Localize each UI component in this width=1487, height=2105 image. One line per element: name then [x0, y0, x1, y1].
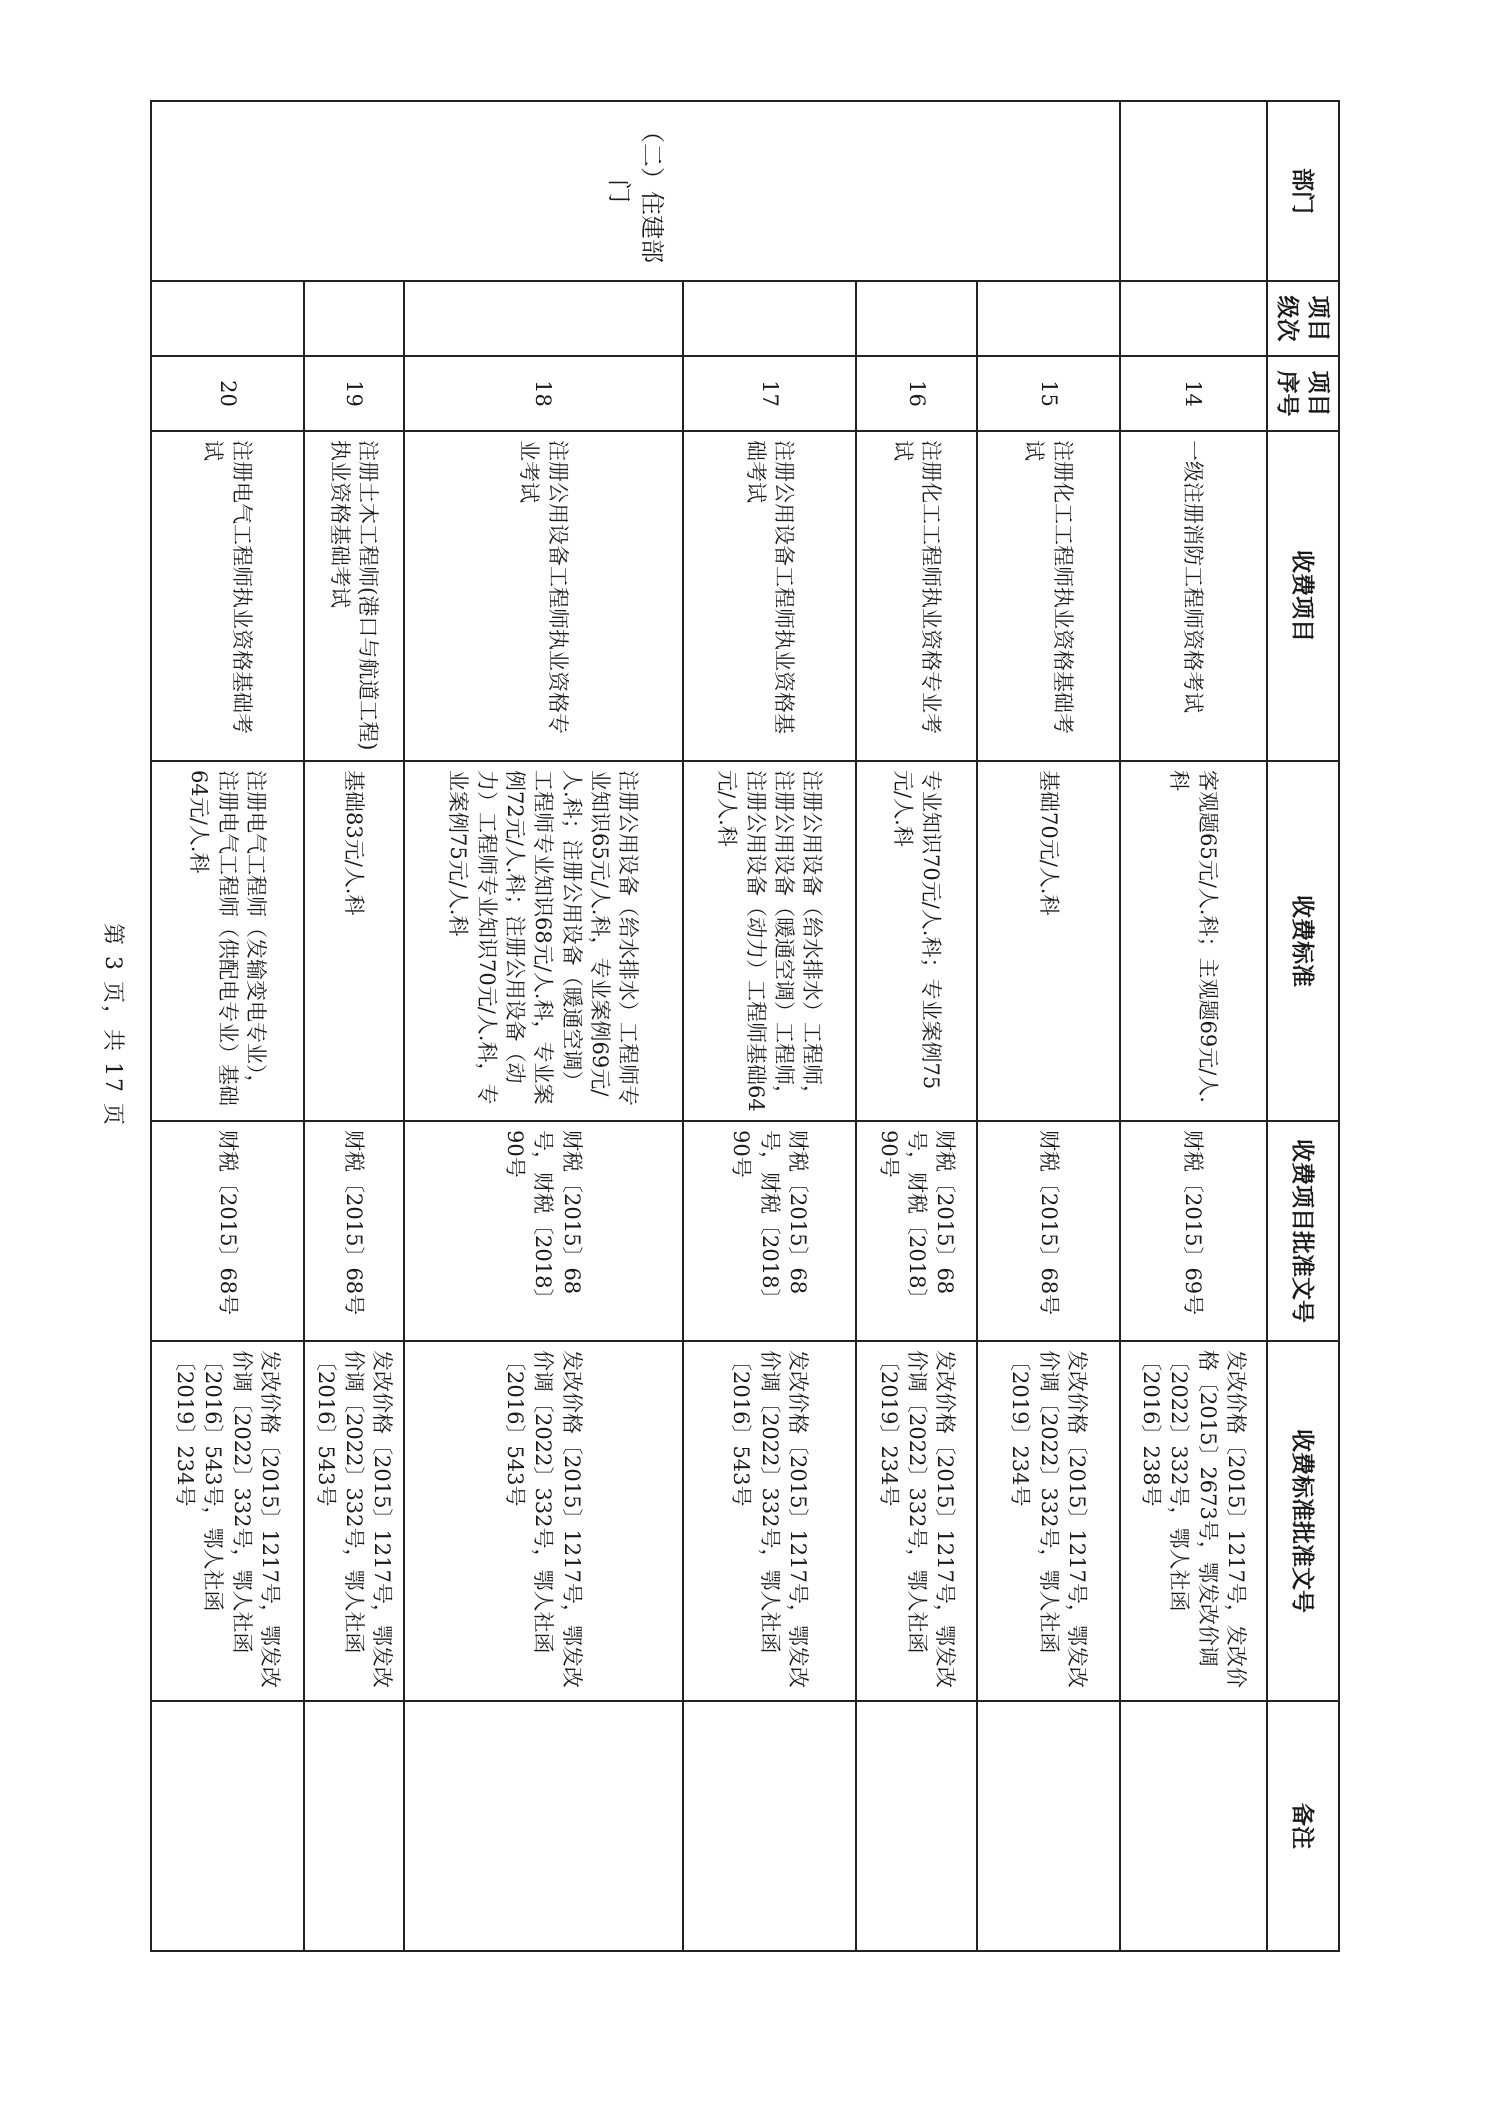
approval-cell: 财税〔2015〕68号，财税〔2018〕90号	[683, 1121, 857, 1341]
remark-cell	[304, 1701, 404, 1951]
approval-cell: 财税〔2015〕69号	[1120, 1121, 1267, 1341]
header-standard: 收费标准	[1267, 761, 1339, 1121]
header-std-approval: 收费标准批准文号	[1267, 1341, 1339, 1701]
level-cell	[977, 281, 1119, 356]
item-cell: 注册化工工程师执业资格基础考试	[977, 431, 1119, 761]
standard-cell: 专业知识70元/人.科；专业案例75元/人.科	[856, 761, 977, 1121]
std-approval-cell: 发改价格〔2015〕1217号，鄂发改价调〔2022〕332号，鄂人社函〔2019〕234号	[856, 1341, 977, 1701]
seq-cell: 19	[304, 356, 404, 431]
table-row	[151, 101, 304, 1951]
std-approval-cell: 发改价格〔2015〕1217号，鄂发改价调〔2022〕332号，鄂人社函〔2016〕543号，鄂人社函〔2019〕234号	[151, 1341, 304, 1701]
seq-cell: 14	[1120, 356, 1267, 431]
level-cell	[151, 281, 304, 356]
standard-cell: 客观题65元/人.科；主观题69元/人.科	[1120, 761, 1267, 1121]
level-cell	[683, 281, 857, 356]
header-dept: 部门	[1267, 101, 1339, 281]
header-approval: 收费项目批准文号	[1267, 1121, 1339, 1341]
remark-cell	[151, 1701, 304, 1951]
std-approval-cell: 发改价格〔2015〕1217号，鄂发改价调〔2022〕332号，鄂人社函〔2016〕543号	[304, 1341, 404, 1701]
approval-cell: 财税〔2015〕68号	[151, 1121, 304, 1341]
remark-cell	[977, 1701, 1119, 1951]
rotated-page	[100, 100, 1340, 1950]
table-row	[856, 101, 977, 1951]
page-footer: 第 3 页，共 17 页	[100, 923, 125, 1127]
level-cell	[304, 281, 404, 356]
header-seq: 项目序号	[1267, 356, 1339, 431]
fee-table	[150, 100, 1340, 1952]
table-row	[404, 101, 683, 1951]
item-cell: 一级注册消防工程师资格考试	[1120, 431, 1267, 761]
header-remark: 备注	[1267, 1701, 1339, 1951]
standard-cell: 基础83元/人.科	[304, 761, 404, 1121]
level-cell	[404, 281, 683, 356]
department-cell: （二）住建部门	[151, 101, 1120, 281]
dept-cell	[1120, 101, 1267, 281]
approval-cell: 财税〔2015〕68号，财税〔2018〕90号	[856, 1121, 977, 1341]
seq-cell: 18	[404, 356, 683, 431]
standard-cell: 基础70元/人.科	[977, 761, 1119, 1121]
std-approval-cell: 发改价格〔2015〕1217号，鄂发改价调〔2022〕332号，鄂人社函〔2019〕234号	[977, 1341, 1119, 1701]
remark-cell	[1120, 1701, 1267, 1951]
seq-cell: 17	[683, 356, 857, 431]
header-level: 项目级次	[1267, 281, 1339, 356]
table-row	[304, 101, 404, 1951]
level-cell	[856, 281, 977, 356]
approval-cell: 财税〔2015〕68号	[304, 1121, 404, 1341]
remark-cell	[404, 1701, 683, 1951]
item-cell: 注册电气工程师执业资格基础考试	[151, 431, 304, 761]
standard-cell: 注册电气工程师（发输变电专业），注册电气工程师（供配电专业）基础64元/人.科	[151, 761, 304, 1121]
item-cell: 注册公用设备工程师执业资格专业考试	[404, 431, 683, 761]
header-item: 收费项目	[1267, 431, 1339, 761]
approval-cell: 财税〔2015〕68号	[977, 1121, 1119, 1341]
table-row	[977, 101, 1119, 1951]
approval-cell: 财税〔2015〕68号，财税〔2018〕90号	[404, 1121, 683, 1341]
table-row	[683, 101, 857, 1951]
standard-cell: 注册公用设备（给水排水）工程师，注册公用设备（暖通空调）工程师，注册公用设备（动力）工程师基础64元/人.科	[683, 761, 857, 1121]
header-row	[1267, 101, 1339, 1951]
standard-cell: 注册公用设备（给水排水）工程师专业知识65元/人.科，专业案例69元/人.科；注册公用设备（暖通空调）工程师专业知识68元/人.科，专业案例72元/人.科；注册公用设备（动力）工程师专业知识70元/人.科，专业案例75元/人.科	[404, 761, 683, 1121]
seq-cell: 16	[856, 356, 977, 431]
seq-cell: 20	[151, 356, 304, 431]
std-approval-cell: 发改价格〔2015〕1217号，发改价格〔2015〕2673号，鄂发改价调〔2022〕332号，鄂人社函〔2016〕238号	[1120, 1341, 1267, 1701]
item-cell: 注册土木工程师(港口与航道工程)执业资格基础考试	[304, 431, 404, 761]
item-cell: 注册化工工程师执业资格专业考试	[856, 431, 977, 761]
item-cell: 注册公用设备工程师执业资格基础考试	[683, 431, 857, 761]
seq-cell: 15	[977, 356, 1119, 431]
std-approval-cell: 发改价格〔2015〕1217号，鄂发改价调〔2022〕332号，鄂人社函〔2016〕543号	[404, 1341, 683, 1701]
level-cell	[1120, 281, 1267, 356]
table-row	[1120, 101, 1267, 1951]
remark-cell	[683, 1701, 857, 1951]
std-approval-cell: 发改价格〔2015〕1217号，鄂发改价调〔2022〕332号，鄂人社函〔2016〕543号	[683, 1341, 857, 1701]
remark-cell	[856, 1701, 977, 1951]
